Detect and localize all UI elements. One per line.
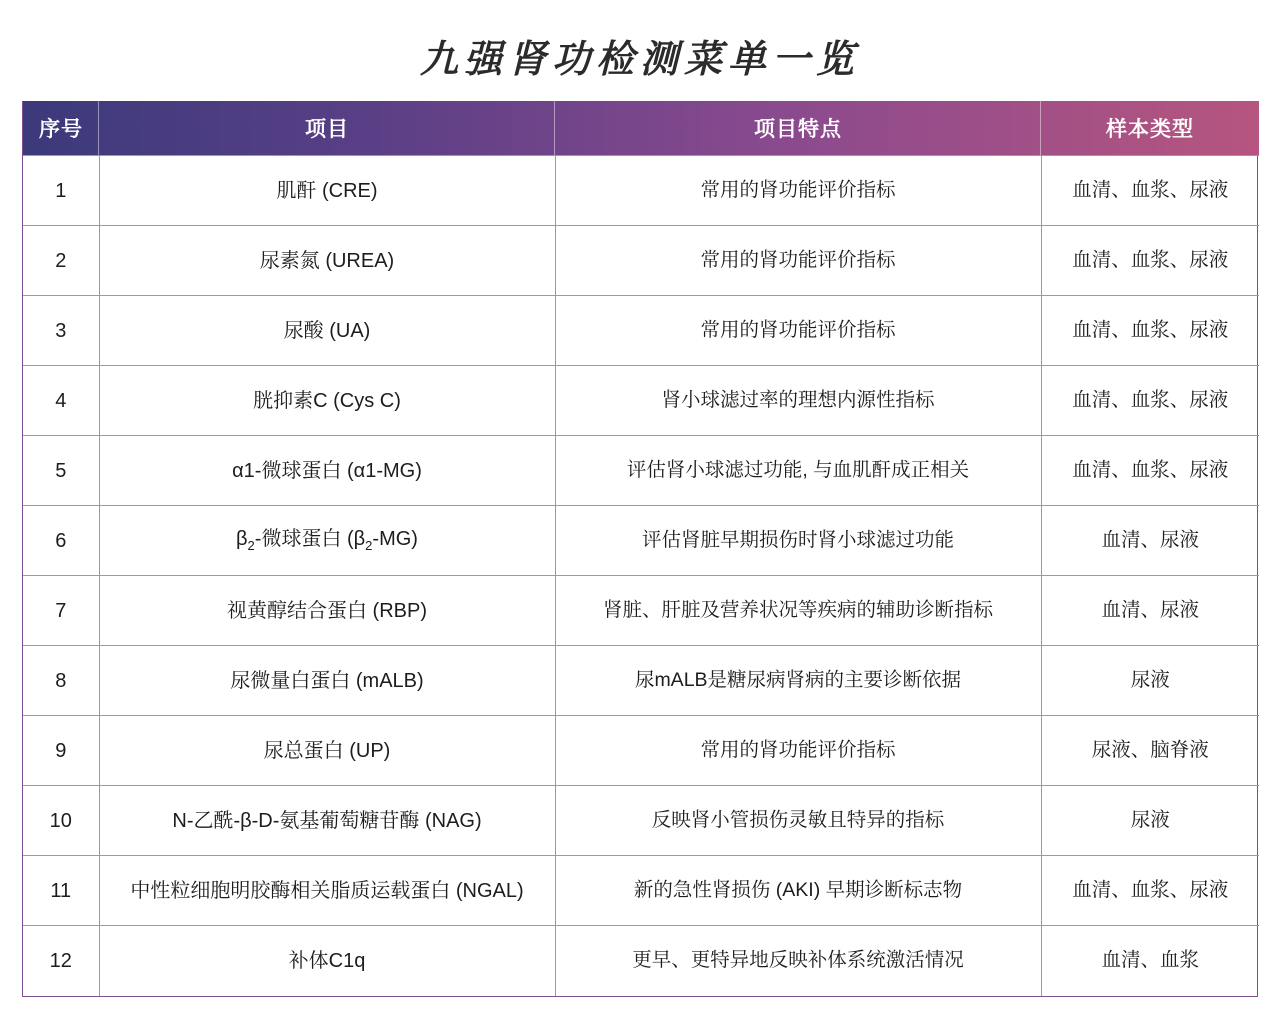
cell-feature: 新的急性肾损伤 (AKI) 早期诊断标志物 <box>555 856 1041 926</box>
column-header-sample: 样本类型 <box>1106 118 1194 141</box>
cell-feature: 尿mALB是糖尿病肾病的主要诊断依据 <box>555 646 1041 716</box>
page-title: 九强肾功检测菜单一览 <box>419 39 860 81</box>
column-header-feature: 项目特点 <box>555 101 1041 156</box>
menu-table-container <box>22 101 1258 997</box>
table-row <box>23 576 1259 646</box>
cell-sample: 尿液 <box>1041 786 1259 856</box>
cell-item: 尿素氮 (UREA) <box>99 226 555 296</box>
table-row <box>23 506 1259 576</box>
cell-item: 中性粒细胞明胶酶相关脂质运载蛋白 (NGAL) <box>99 856 555 926</box>
cell-item: α1-微球蛋白 (α1-MG) <box>99 436 555 506</box>
cell-feature: 更早、更特异地反映补体系统激活情况 <box>555 926 1041 996</box>
cell-sample: 尿液、脑脊液 <box>1041 716 1259 786</box>
cell-no: 3 <box>23 296 99 366</box>
cell-item: 补体C1q <box>99 926 555 996</box>
cell-no: 7 <box>23 576 99 646</box>
table-row <box>23 786 1259 856</box>
cell-feature: 评估肾脏早期损伤时肾小球滤过功能 <box>555 506 1041 576</box>
cell-feature: 常用的肾功能评价指标 <box>555 716 1041 786</box>
cell-sample: 血清、血浆、尿液 <box>1041 856 1259 926</box>
cell-no: 6 <box>23 506 99 576</box>
cell-sample: 血清、尿液 <box>1041 576 1259 646</box>
table-header <box>23 101 1259 156</box>
cell-item: $\beta_2-$微球蛋白 $(\beta_2-MG)$ <box>99 506 555 576</box>
cell-feature: 常用的肾功能评价指标 <box>555 226 1041 296</box>
cell-item: 视黄醇结合蛋白 (RBP) <box>99 576 555 646</box>
cell-feature: 常用的肾功能评价指标 <box>555 156 1041 226</box>
table-row <box>23 856 1259 926</box>
kidney-function-menu-table <box>23 101 1259 996</box>
table-row <box>23 296 1259 366</box>
cell-sample: 血清、尿液 <box>1041 506 1259 576</box>
cell-no: 1 <box>23 156 99 226</box>
cell-no: 9 <box>23 716 99 786</box>
cell-no: 12 <box>23 926 99 996</box>
table-header-row <box>23 101 1259 156</box>
cell-no: 8 <box>23 646 99 716</box>
cell-no: 2 <box>23 226 99 296</box>
table-row <box>23 366 1259 436</box>
cell-item: 胱抑素C (Cys C) <box>99 366 555 436</box>
column-header-item: 项目 <box>99 101 555 156</box>
table-row <box>23 926 1259 996</box>
cell-sample: 血清、血浆、尿液 <box>1041 226 1259 296</box>
cell-item: 尿酸 (UA) <box>99 296 555 366</box>
cell-item: N-乙酰-β-D-氨基葡萄糖苷酶 (NAG) <box>99 786 555 856</box>
cell-no: 4 <box>23 366 99 436</box>
cell-sample: 血清、血浆、尿液 <box>1041 156 1259 226</box>
cell-sample: 血清、血浆、尿液 <box>1041 366 1259 436</box>
cell-sample: 血清、血浆 <box>1041 926 1259 996</box>
cell-feature: 肾小球滤过率的理想内源性指标 <box>555 366 1041 436</box>
cell-no: 11 <box>23 856 99 926</box>
cell-item: 尿总蛋白 (UP) <box>99 716 555 786</box>
table-row <box>23 646 1259 716</box>
table-body <box>23 156 1259 996</box>
table-row <box>23 156 1259 226</box>
cell-feature: 肾脏、肝脏及营养状况等疾病的辅助诊断指标 <box>555 576 1041 646</box>
column-header-no: 序号 <box>23 101 99 156</box>
cell-sample: 尿液 <box>1041 646 1259 716</box>
cell-item: 肌酐 (CRE) <box>99 156 555 226</box>
cell-no: 5 <box>23 436 99 506</box>
cell-item: 尿微量白蛋白 (mALB) <box>99 646 555 716</box>
cell-feature: 反映肾小管损伤灵敏且特异的指标 <box>555 786 1041 856</box>
cell-feature: 评估肾小球滤过功能, 与血肌酐成正相关 <box>555 436 1041 506</box>
table-row <box>23 226 1259 296</box>
table-row <box>23 716 1259 786</box>
cell-sample: 血清、血浆、尿液 <box>1041 296 1259 366</box>
cell-sample: 血清、血浆、尿液 <box>1041 436 1259 506</box>
cell-no: 10 <box>23 786 99 856</box>
cell-feature: 常用的肾功能评价指标 <box>555 296 1041 366</box>
table-row <box>23 436 1259 506</box>
